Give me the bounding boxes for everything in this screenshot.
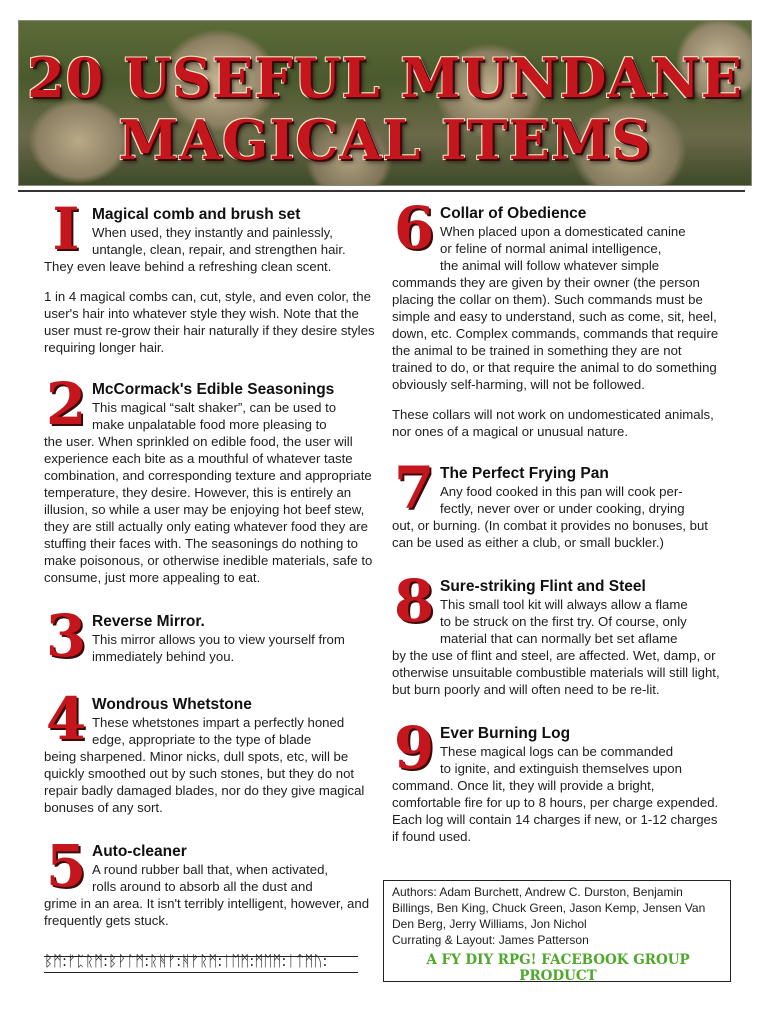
- item-text-line: These whetstones impart a perfectly honed: [92, 715, 345, 730]
- left-column: [44, 195, 376, 951]
- item-8: [392, 567, 722, 698]
- item-text: by the use of flint and steel, are affected. Wet, damp, or otherwise unsuitable combustible materials will still light, but burn poorly and will often need to be re-lit.: [392, 648, 720, 697]
- item-title: McCormack's Edible Seasonings: [92, 381, 335, 398]
- item-text-extra: These collars will not work on undomesticated animals, nor ones of a magical or unusual nature.: [392, 407, 714, 439]
- item-number: 7: [393, 454, 435, 522]
- item-number: 2: [45, 370, 87, 438]
- item-number: 6: [393, 194, 435, 262]
- item-title: The Perfect Frying Pan: [440, 465, 609, 482]
- item-text-line: These magical logs can be commanded: [440, 744, 674, 759]
- item-number: I: [52, 195, 80, 263]
- header-divider: [18, 190, 745, 192]
- item-text-line: This magical “salt shaker”, can be used to: [92, 400, 337, 415]
- runes-bottom-line: [44, 972, 358, 973]
- item-text: command. Once lit, they will provide a bright, comfortable fire for up to 8 hours, per charge expended. Each log will contain 14 charges if new, or 1-12 charges if found used.: [392, 778, 719, 844]
- credits-authors: Authors: Adam Burchett, Andrew C. Durston, Benjamin Billings, Ben King, Chuck Green, Jason Kemp, Jensen Van Den Berg, Jerry Williams, Jon Nichol: [392, 885, 706, 931]
- item-number: 4: [45, 685, 87, 753]
- item-text-line: A round rubber ball that, when activated,: [92, 862, 329, 877]
- item-text: grime in an area. It isn't terribly intelligent, however, and frequently gets stuck.: [44, 896, 370, 928]
- item-text: the user. When sprinkled on edible food, the user will experience each bite as a mouthful of whatever taste combination, and corresponding texture and appropriate temperature, they desire. However, this is entirely an illusion, so while a user may be enjoying hot beef stew, they are still actually only eating whatever food they are stuffing their faces with. The seasonings do nothing to make poisonous, or otherwise inedible materials, safe to consume, just more appealing to eat.: [44, 434, 373, 585]
- item-text-line: the animal will follow whatever simple: [440, 258, 660, 273]
- item-text-line: Any food cooked in this pan will cook per-: [440, 484, 683, 499]
- item-7: [392, 454, 722, 551]
- item-number: 9: [393, 714, 435, 782]
- title-line-1: 20 USEFUL MUNDANE: [27, 46, 743, 110]
- item-9: [392, 714, 722, 845]
- item-text: They even leave behind a refreshing clean scent.: [44, 259, 332, 274]
- item-2: [44, 370, 376, 586]
- item-text: out, or burning. (In combat it provides no bonuses, but can be used as either a club, or small buckler.): [392, 518, 708, 550]
- item-text-line: When used, they instantly and painlessly,: [92, 225, 333, 240]
- item-text-line: When placed upon a domesticated canine: [440, 224, 686, 239]
- item-text-line: or feline of normal animal intelligence,: [440, 241, 662, 256]
- item-title: Ever Burning Log: [440, 725, 571, 742]
- right-column: [392, 194, 722, 867]
- item-5: [44, 832, 376, 929]
- item-title: Collar of Obedience: [440, 205, 587, 222]
- item-title: Reverse Mirror.: [92, 613, 205, 630]
- item-text-line: to ignite, and extinguish themselves upon: [440, 761, 682, 776]
- title-banner: [18, 20, 752, 186]
- item-number: 8: [393, 567, 435, 635]
- item-title: Sure-striking Flint and Steel: [440, 578, 646, 595]
- title-line-2: MAGICAL ITEMS: [118, 108, 652, 172]
- item-text-extra: 1 in 4 magical combs can, cut, style, and even color, the user's hair into whatever style they wish. Note that the user must re-grow their hair naturally if they desire styles requiring longer hair.: [44, 289, 375, 355]
- item-title: Auto-cleaner: [92, 843, 187, 860]
- item-text-line: material that can normally bet set aflame: [440, 631, 678, 646]
- item-3: [44, 602, 376, 670]
- item-text: commands they are given by their owner (the person placing the collar on them). Such commands must be simple and easy to understand, such as come, sit, heel, down, etc. Complex commands, commands that require the animal to be trained in something they are not trained to do, or that require the animal to do something obviously self-harming, will not be followed.: [392, 275, 719, 392]
- item-text-line: This mirror allows you to view yourself from: [92, 632, 345, 647]
- item-text-line: immediately behind you.: [92, 649, 235, 664]
- item-text-line: This small tool kit will always allow a flame: [440, 597, 688, 612]
- item-text: being sharpened. Minor nicks, dull spots, etc, will be quickly smoothed out by such stones, but they do not repair badly damaged blades, nor do they give magical bonuses of any sort.: [44, 749, 365, 815]
- item-text-line: to be struck on the first try. Of course, only: [440, 614, 687, 629]
- item-text-line: edge, appropriate to the type of blade: [92, 732, 312, 747]
- item-title: Wondrous Whetstone: [92, 696, 252, 713]
- product-label: A FY DIY RPG! FACEBOOK GROUP PRODUCT: [426, 952, 690, 984]
- rune-text: ᛒᛗ:ᚠᛈᚱᛗ:ᛒᚹᛚᛗ:ᚱᚻᚠ:ᚻᚠᚱᛗ:ᛁᛖᛗ:ᛗᛖᛗ:ᛁᛏᛗᚢ:: [44, 952, 328, 970]
- item-1: [44, 195, 376, 356]
- credits-layout: Currating & Layout: James Patterson: [392, 933, 589, 947]
- item-text-line: fectly, never over or under cooking, drying: [440, 501, 685, 516]
- item-title: Magical comb and brush set: [92, 206, 301, 223]
- item-number: 3: [45, 602, 87, 670]
- item-number: 5: [45, 832, 87, 900]
- item-text-line: make unpalatable food more pleasing to: [92, 417, 327, 432]
- item-4: [44, 685, 376, 816]
- item-6: [392, 194, 722, 440]
- item-text-line: rolls around to absorb all the dust and: [92, 879, 313, 894]
- item-text-line: untangle, clean, repair, and strengthen hair.: [92, 242, 346, 257]
